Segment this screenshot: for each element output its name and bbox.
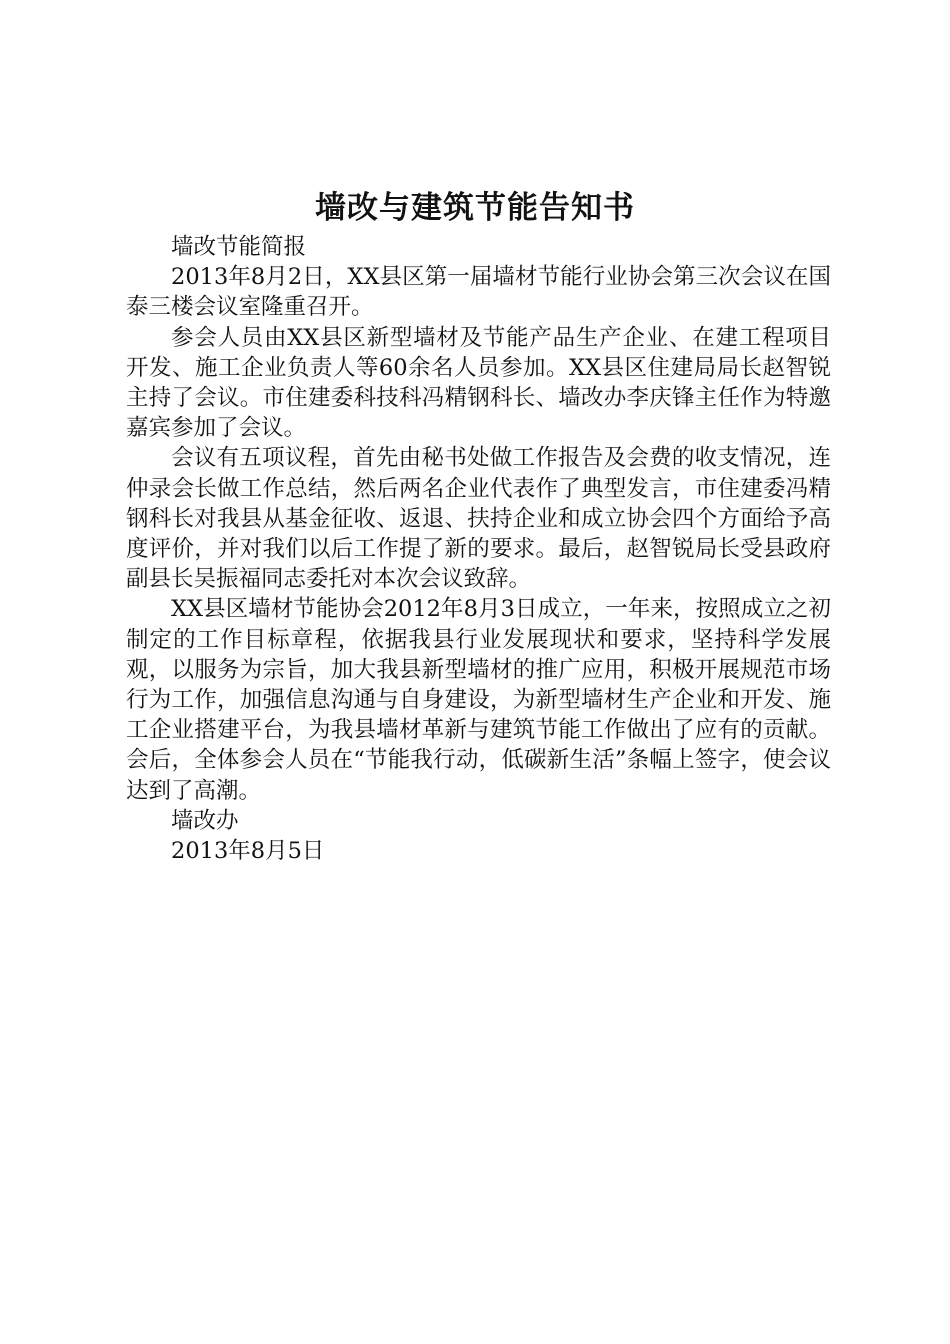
- paragraph-meeting-date: 2013年8月2日，XX县区第一届墙材节能行业协会第三次会议在国泰三楼会议室隆重召开。: [126, 264, 831, 321]
- paragraph-attendees: 参会人员由XX县区新型墙材及节能产品生产企业、在建工程项目开发、施工企业负责人等60余名人员参加。XX县区住建局局长赵智锐主持了会议。市住建委科技科冯精钢科长、墙改办李庆锋主任作为特邀嘉宾参加了会议。: [126, 324, 831, 442]
- paragraph-bulletin-heading: 墙改节能简报: [171, 234, 307, 260]
- paragraph-association: XX县区墙材节能协会2012年8月3日成立，一年来，按照成立之初制定的工作目标章程，依据我县行业发展现状和要求，坚持科学发展观，以服务为宗旨，加大我县新型墙材的推广应用，积极开展规范市场行为工作，加强信息沟通与自身建设，为新型墙材生产企业和开发、施工企业搭建平台，为我县墙材革新与建筑节能工作做出了应有的贡献。会后，全体参会人员在“节能我行动，低碳新生活”条幅上签字，使会议达到了高潮。: [126, 596, 831, 804]
- document-body: [126, 232, 831, 866]
- document-title: 墙改与建筑节能告知书: [315, 190, 635, 226]
- signature-date: 2013年8月5日: [171, 838, 325, 865]
- paragraph-agenda: 会议有五项议程，首先由秘书处做工作报告及会费的收支情况，连仲录会长做工作总结，然后两名企业代表作了典型发言，市住建委冯精钢科长对我县从基金征收、返退、扶持企业和成立协会四个方面给予高度评价，并对我们以后工作提了新的要求。最后，赵智锐局长受县政府副县长吴振福同志委托对本次会议致辞。: [126, 445, 831, 593]
- signature-office: 墙改办: [171, 807, 239, 834]
